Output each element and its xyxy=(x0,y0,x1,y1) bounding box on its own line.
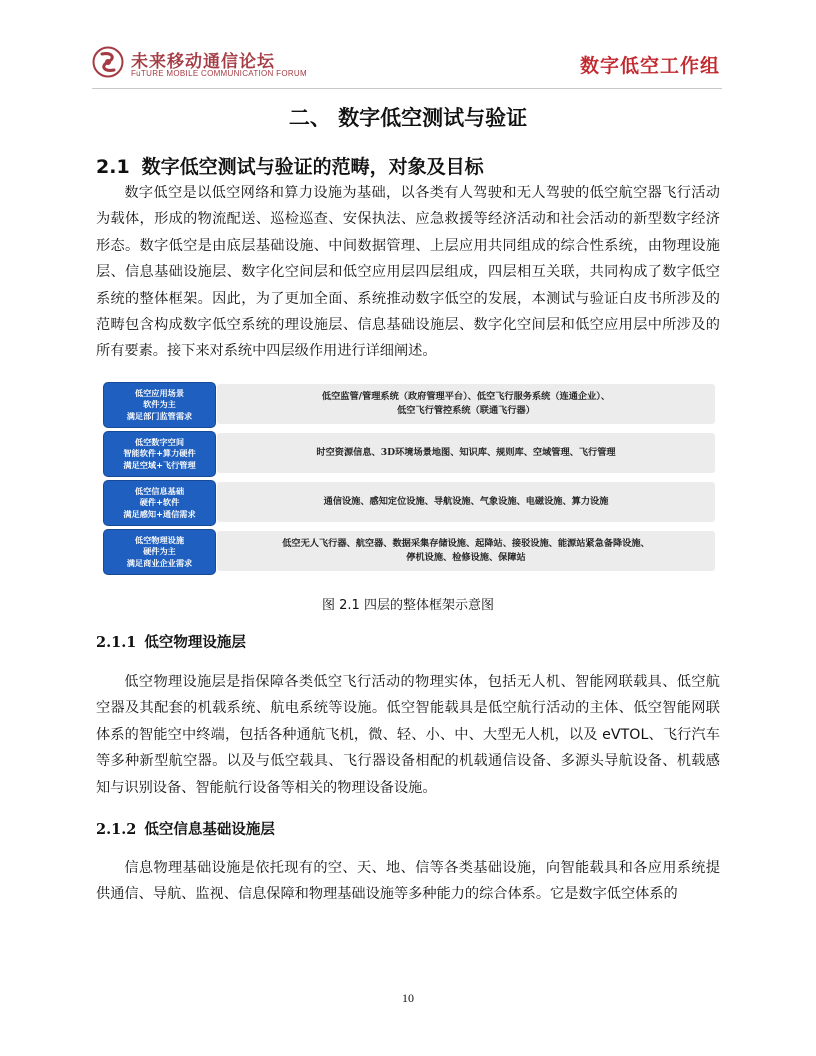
layer-label-line: 满足空域+飞行管理 xyxy=(123,459,196,470)
subsection-heading xyxy=(96,818,275,839)
layer-content xyxy=(217,531,715,571)
page-number: 10 xyxy=(402,991,414,1005)
layer-label-line: 低空数字空间 xyxy=(134,436,185,447)
subsection-paragraph: 低空物理设施层是指保障各类低空飞行活动的物理实体，包括无人机、智能网联载具、低空航空器及其配套的机载系统、航电系统等设施。低空智能载具是低空航行活动的主体、低空智能网联体系的智能空中终端，包括各种通航飞机，微、轻、小、中、大型无人机，以及 eVTOL、飞行汽车等多种新型航空器。以及与低空载具、飞行器设备相配的机载通信设备、多源头导航设备、机载感知与识别设备、智能航行设备等相关的物理设备设施。 xyxy=(96,674,720,796)
subsection-title: 低空信息基础设施层 xyxy=(144,822,275,838)
subsection-paragraph: 信息物理基础设施是依托现有的空、天、地、信等各类基础设施，向智能载具和各应用系统提供通信、导航、监视、信息保障和物理基础设施等多种能力的综合体系。它是数字低空体系的 xyxy=(96,860,720,903)
layer-content-line: 通信设施、感知定位设施、导航设施、气象设施、电磁设施、算力设施 xyxy=(323,496,609,507)
logo-chinese-name: 未来移动通信论坛 xyxy=(131,52,275,72)
subsection-number: 2.1.1 xyxy=(96,634,137,651)
subsection-title: 低空物理设施层 xyxy=(144,635,246,651)
layer-label-line: 满足商业企业需求 xyxy=(126,557,193,568)
layer-label xyxy=(103,480,216,526)
layer-label-line: 满足感知+通信需求 xyxy=(123,508,196,519)
layer-content xyxy=(217,433,715,473)
chapter-title: 二、 数字低空测试与验证 xyxy=(288,106,528,130)
section-title-text: 数字低空测试与验证的范畴，对象及目标 xyxy=(141,156,484,178)
layer-row-physical-infrastructure xyxy=(103,529,715,575)
layer-label-line: 硬件+软件 xyxy=(139,497,180,508)
figure-caption: 图 2.1 四层的整体框架示意图 xyxy=(322,598,494,613)
layer-content-line: 低空监管/管理系统（政府管理平台）、低空飞行服务系统（连通企业）、 xyxy=(321,391,611,402)
layer-content-line: 低空飞行管控系统（联通飞行器） xyxy=(397,405,535,416)
layer-label-line: 硬件为主 xyxy=(143,546,176,557)
layer-label xyxy=(103,529,216,575)
intro-paragraph: 数字低空是以低空网络和算力设施为基础，以各类有人驾驶和无人驾驶的低空航空器飞行活动为载体，形成的物流配送、巡检巡查、安保执法、应急救援等经济活动和社会活动的新型数字经济形态。数字低空是由底层基础设施、中间数据管理、上层应用共同组成的综合性系统，由物理设施层、信息基础设施层、数字化空间层和低空应用层四层组成，四层相互关联，共同构成了数字低空系统的整体框架。因此，为了更加全面、系统推动数字低空的发展，本测试与验证白皮书所涉及的范畴包含构成数字低空系统的理设施层、信息基础设施层、数字化空间层和低空应用层中所涉及的所有要素。接下来对系统中四层级作用进行详细阐述。 xyxy=(96,185,720,360)
layer-label-line: 软件为主 xyxy=(143,399,176,410)
layer-content-line: 低空无人飞行器、航空器、数据采集存储设施、起降站、接驳设施、能源站紧急备降设施、 xyxy=(282,538,650,549)
page-header xyxy=(0,0,816,92)
layer-label xyxy=(103,382,216,428)
layer-content xyxy=(217,482,715,522)
layer-label-line: 满足部门监管需求 xyxy=(126,410,193,421)
section-number: 2.1 xyxy=(96,156,130,178)
layer-content xyxy=(217,384,715,424)
forum-logo-icon xyxy=(92,46,124,78)
layer-label xyxy=(103,431,216,477)
layer-label-line: 低空应用场景 xyxy=(134,387,185,398)
subsection-number: 2.1.2 xyxy=(96,821,137,838)
logo-english-name: FuTURE MOBILE COMMUNICATION FORUM xyxy=(131,69,307,78)
layer-label-line: 智能软件+算力硬件 xyxy=(123,448,196,459)
four-layer-framework-diagram xyxy=(103,382,715,575)
layer-row-information-infrastructure xyxy=(103,480,715,526)
layer-label-line: 低空物理设施 xyxy=(134,534,185,545)
workgroup-title: 数字低空工作组 xyxy=(579,55,720,77)
layer-content-line: 时空资源信息、3D环境场景地图、知识库、规则库、空域管理、飞行管理 xyxy=(316,447,616,458)
section-heading xyxy=(96,152,484,179)
subsection-heading xyxy=(96,631,246,652)
layer-content-line: 停机设施、检修设施、保障站 xyxy=(406,552,526,563)
layer-label-line: 低空信息基础 xyxy=(134,485,185,496)
layer-row-application xyxy=(103,382,715,428)
layer-row-digital-space xyxy=(103,431,715,477)
header-divider xyxy=(92,88,722,89)
